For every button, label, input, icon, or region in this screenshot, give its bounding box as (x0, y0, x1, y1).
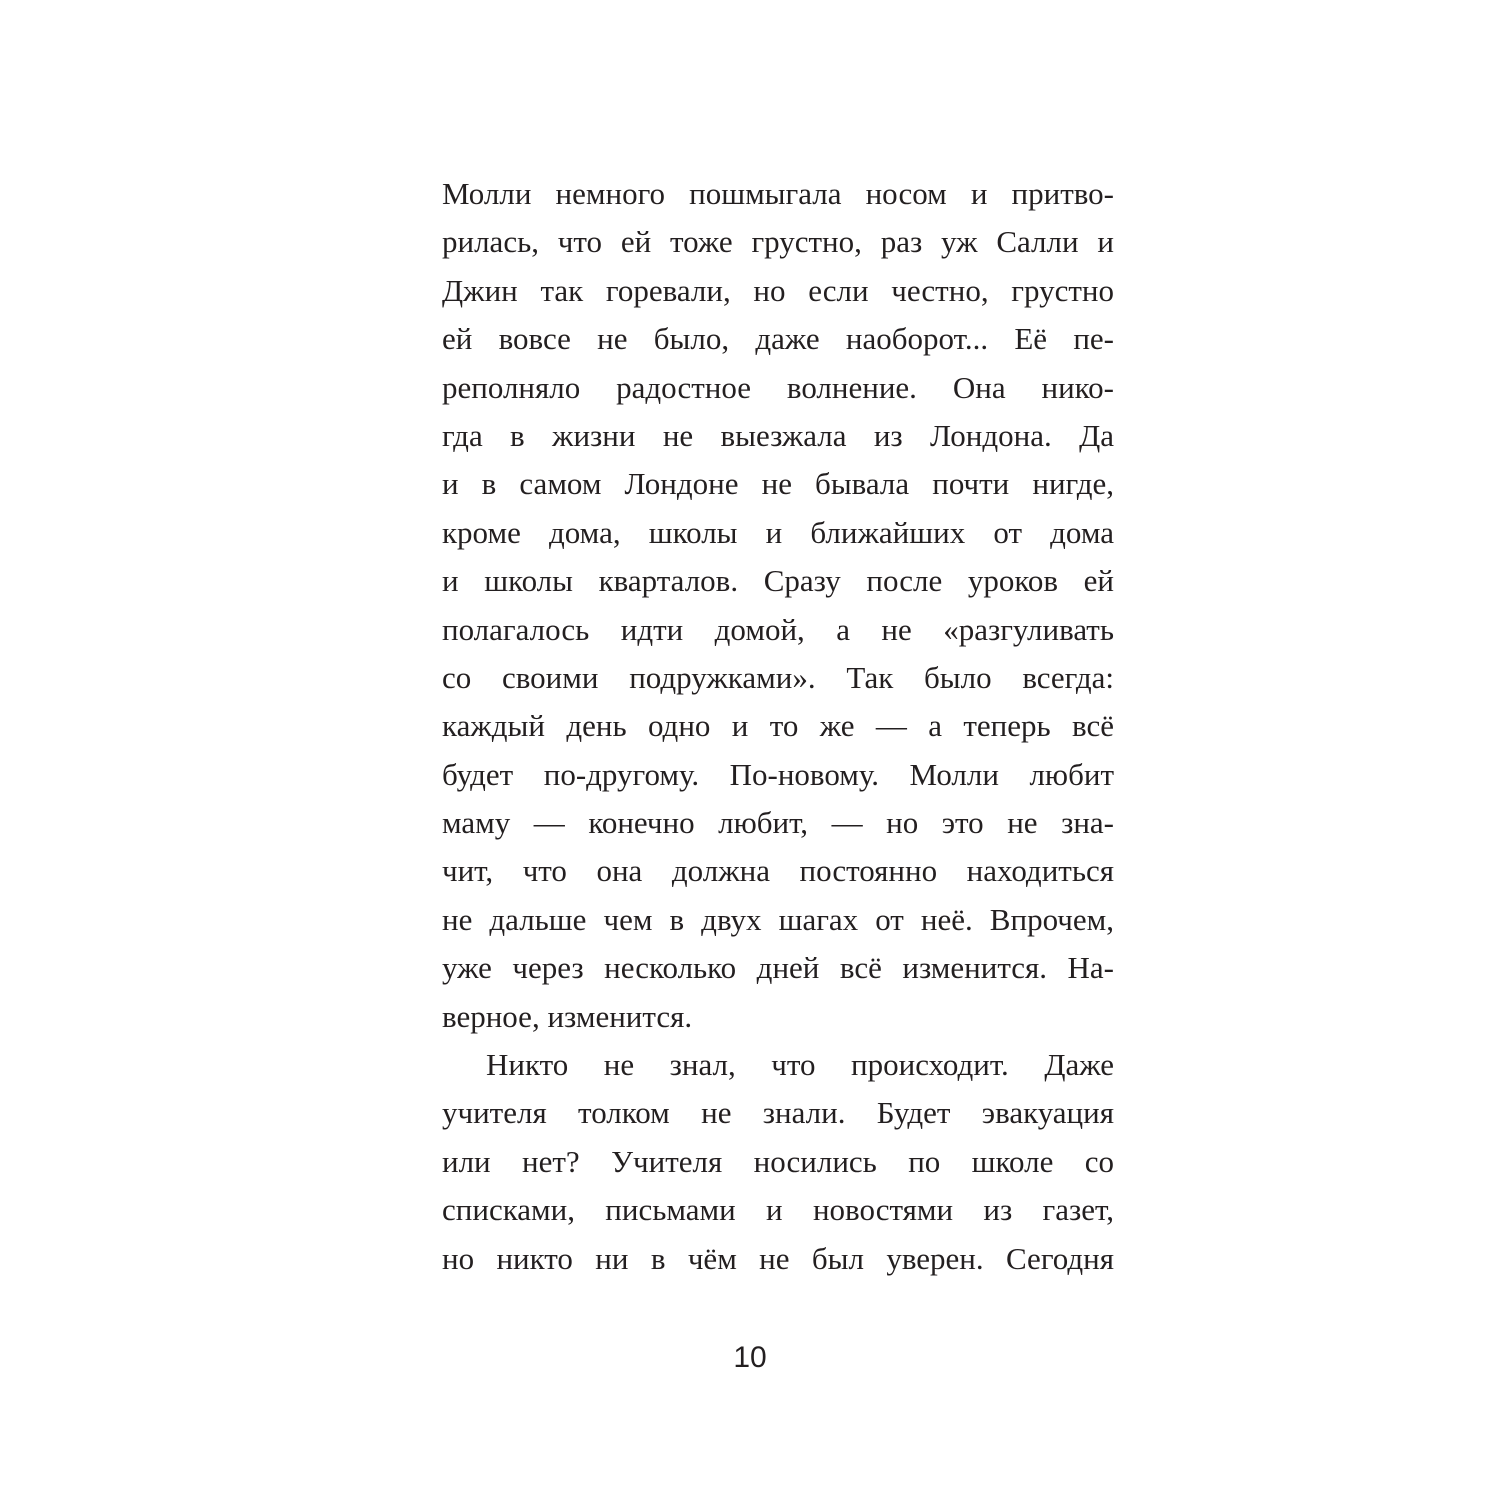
text-line: маму — конечно любит, — но это не зна- (442, 805, 1114, 841)
text-line: ей вовсе не было, даже наоборот... Её пе- (442, 321, 1114, 357)
text-line: полагалось идти домой, а не «разгуливать (442, 611, 1114, 647)
text-line: не дальше чем в двух шагах от неё. Впрочем, (442, 901, 1114, 937)
text-line: Молли немного пошмыгала носом и притво- (442, 176, 1114, 211)
text-line: каждый день одно и то же — а теперь всё (442, 708, 1114, 744)
page-number: 10 (733, 1341, 767, 1374)
text-line: со своими подружками». Так было всегда: (442, 659, 1114, 695)
text-line: и в самом Лондоне не бывала почти нигде, (442, 466, 1114, 502)
text-line: но никто ни в чём не был уверен. Сегодня (442, 1240, 1114, 1276)
text-line: будет по-другому. По-новому. Молли любит (442, 756, 1114, 792)
text-line: или нет? Учителя носились по школе со (442, 1143, 1114, 1179)
text-line: Джин так горевали, но если честно, грустно (442, 272, 1114, 308)
text-line: списками, письмами и новостями из газет, (442, 1192, 1114, 1228)
text-line: чит, что она должна постоянно находиться (442, 853, 1114, 889)
text-line: уже через несколько дней всё изменится. На- (442, 950, 1114, 986)
text-line: кроме дома, школы и ближайших от дома (442, 514, 1114, 550)
text-line: рилась, что ей тоже грустно, раз уж Салли и (442, 224, 1114, 260)
text-line: верное, изменится. (442, 998, 693, 1034)
text-line: и школы кварталов. Сразу после уроков ей (442, 563, 1114, 599)
text-line: реполняло радостное волнение. Она нико- (442, 369, 1114, 405)
text-line: гда в жизни не выезжала из Лондона. Да (442, 417, 1114, 453)
text-line: Никто не знал, что происходит. Даже (486, 1047, 1114, 1083)
text-line: учителя толком не знали. Будет эвакуация (442, 1095, 1114, 1131)
body-text (442, 170, 1114, 1283)
